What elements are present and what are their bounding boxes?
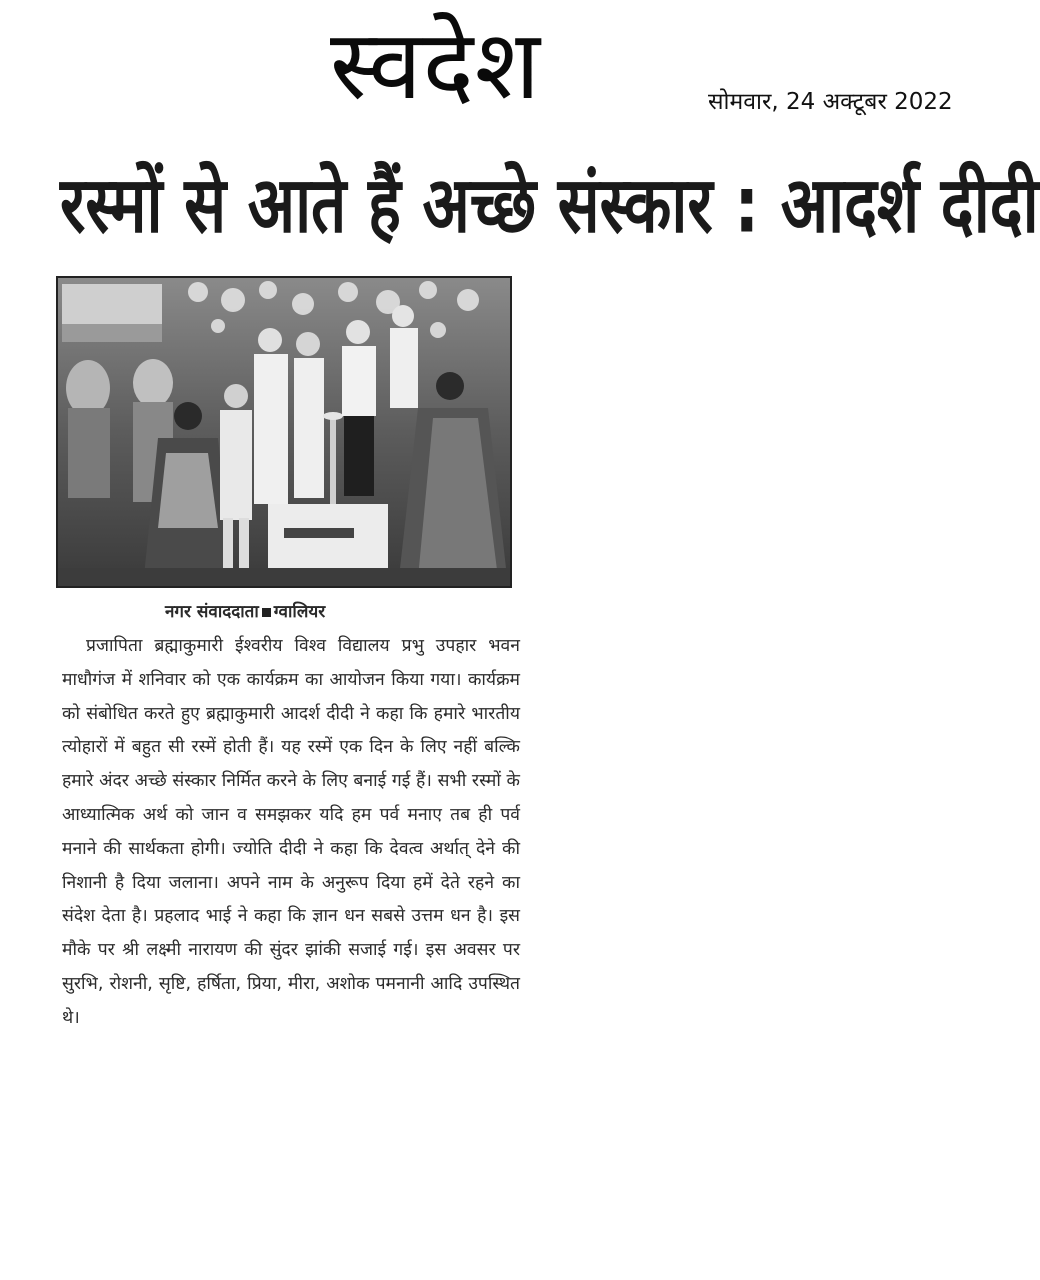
article-body: प्रजापिता ब्रह्माकुमारी ईश्वरीय विश्व विद्यालय प्रभु उपहार भवन माधौगंज में शनिवार को एक कार्यक्रम का आयोजन किया गया। कार्यक्रम को संबोधित करते हुए ब्रह्माकुमारी आदर्श दीदी ने कहा कि हमारे भारतीय त्योहारों में बहुत सी रस्में होती हैं। यह रस्में एक दिन के लिए नहीं बल्कि हमारे अंदर अच्छे संस्कार निर्मित करने के लिए बनाई गई हैं। सभी रस्मों के आध्यात्मिक अर्थ को जान व समझकर यदि हम पर्व मनाए तब ही पर्व मनाने की सार्थकता होगी। ज्योति दीदी ने कहा कि देवत्व अर्थात् देने की निशानी है दिया जलाना। अपने नाम के अनुरूप दिया हमें देते रहने का संदेश देता है। प्रहलाद भाई ने कहा कि ज्ञान धन सबसे उत्तम धन है। इस मौके पर श्री लक्ष्मी नारायण की सुंदर झांकी सजाई गई। इस अवसर पर सुरभि, रोशनी, सृष्टि, हर्षिता, प्रिया, मीरा, अशोक पमनानी आदि उपस्थित थे। xyxy=(62,636,520,1028)
byline-city: ग्वालियर xyxy=(273,602,326,622)
article-headline: रस्मों से आते हैं अच्छे संस्कार : आदर्श दीदी xyxy=(60,158,1039,250)
byline xyxy=(165,600,465,624)
event-photo xyxy=(56,276,512,588)
publication-date: सोमवार, 24 अक्टूबर 2022 xyxy=(708,89,953,115)
event-photo-illustration xyxy=(58,278,510,586)
byline-separator-square xyxy=(262,608,271,617)
byline-reporter: नगर संवाददाता xyxy=(165,602,259,622)
newspaper-masthead: स्वदेश xyxy=(330,9,541,121)
